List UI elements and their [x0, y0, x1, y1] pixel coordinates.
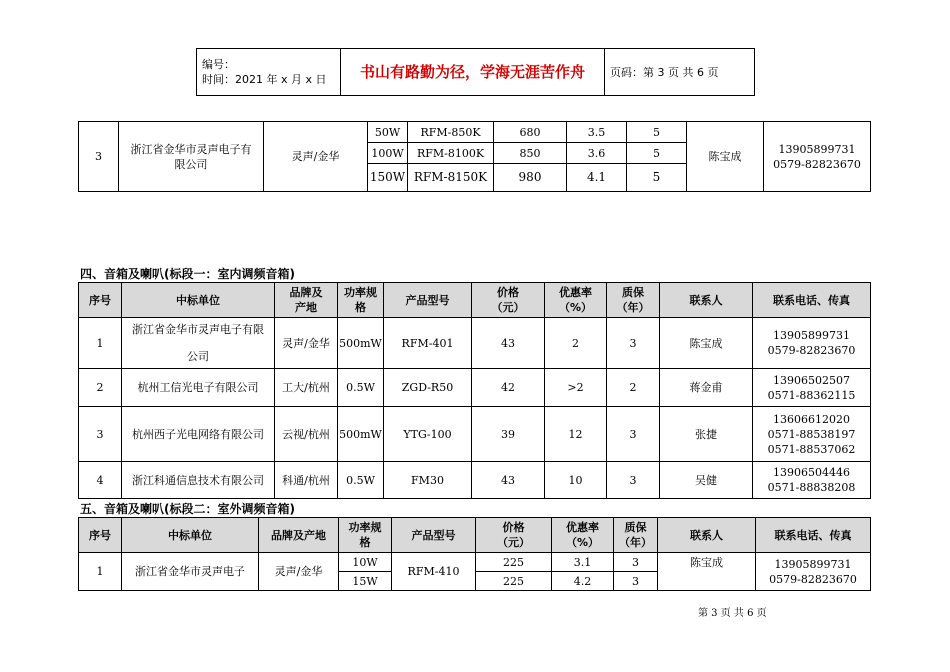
col-header-warranty: 质保 （年） [614, 518, 658, 553]
row-warranty: 5 [627, 122, 687, 143]
cell-seq: 4 [79, 462, 122, 499]
table-row [79, 407, 871, 462]
row-price: 980 [494, 164, 567, 192]
cell-phone: 13905899731 0579-82823670 [753, 318, 871, 369]
cell-phone: 13606612020 0571-88538197 0571-88537062 [753, 407, 871, 462]
row-brand: 灵声/金华 [264, 122, 368, 192]
cell-power: 500mW [338, 407, 384, 462]
cell-brand: 灵声/金华 [275, 318, 338, 369]
cell-price: 43 [472, 318, 545, 369]
cell-unit: 浙江科通信息技术有限公司 [122, 462, 275, 499]
cell-contact: 张捷 [660, 407, 753, 462]
row-contact: 陈宝成 [687, 122, 764, 192]
section4-table [78, 282, 871, 499]
col-header-model: 产品型号 [384, 283, 472, 318]
page-footer: 第 3 页 共 6 页 [698, 608, 767, 619]
row-model: RFM-8150K [408, 164, 494, 192]
cell-brand: 工大/杭州 [275, 369, 338, 407]
row-price: 680 [494, 122, 567, 143]
cell-warranty: 3 [614, 572, 658, 591]
cell-brand: 云视/杭州 [275, 407, 338, 462]
row-warranty: 5 [627, 143, 687, 164]
cell-seq: 3 [79, 407, 122, 462]
cell-discount: >2 [545, 369, 607, 407]
cell-warranty: 3 [614, 553, 658, 572]
row-power: 150W [368, 164, 408, 192]
cell-unit: 杭州工信光电子有限公司 [122, 369, 275, 407]
table-row [79, 369, 871, 407]
cell-seq: 1 [79, 553, 122, 591]
col-header-unit: 中标单位 [122, 518, 259, 553]
cell-brand: 科通/杭州 [275, 462, 338, 499]
cell-model: RFM-401 [384, 318, 472, 369]
cell-unit: 浙江省金华市灵声电子有限 公司 [122, 318, 275, 369]
col-header-price: 价格 （元） [472, 283, 545, 318]
cell-discount: 2 [545, 318, 607, 369]
cell-brand: 灵声/金华 [259, 553, 339, 591]
cell-price: 43 [472, 462, 545, 499]
cell-power: 15W [339, 572, 392, 591]
cell-discount: 4.2 [552, 572, 614, 591]
cell-power: 0.5W [338, 462, 384, 499]
row-discount: 3.5 [567, 122, 627, 143]
cell-model: YTG-100 [384, 407, 472, 462]
cell-unit: 杭州西子光电网络有限公司 [122, 407, 275, 462]
cell-warranty: 3 [607, 407, 660, 462]
cell-price: 39 [472, 407, 545, 462]
cell-seq: 1 [79, 318, 122, 369]
cell-phone: 13906504446 0571-88838208 [753, 462, 871, 499]
col-header-phone: 联系电话、传真 [753, 283, 871, 318]
page-indicator: 页码：第 3 页 共 6 页 [605, 49, 755, 96]
cell-warranty: 3 [607, 462, 660, 499]
header-row [79, 283, 871, 318]
cell-warranty: 3 [607, 318, 660, 369]
col-header-brand: 品牌及产地 [259, 518, 339, 553]
col-header-power: 功率规 格 [339, 518, 392, 553]
cell-phone: 13906502507 0571-88362115 [753, 369, 871, 407]
document-number: 编号： [202, 58, 235, 71]
cell-contact: 陈宝成 [660, 318, 753, 369]
table-row [79, 462, 871, 499]
row-seq: 3 [79, 122, 119, 192]
cell-model: ZGD-R50 [384, 369, 472, 407]
cell-contact: 陈宝成 [658, 553, 756, 591]
row-phone: 13905899731 0579-82823670 [764, 122, 871, 192]
section4-title: 四、音箱及喇叭(标段一：室内调频音箱) [80, 267, 295, 281]
table-row [79, 553, 871, 572]
header-row [79, 518, 871, 553]
page-header [196, 48, 755, 96]
col-header-power: 功率规 格 [338, 283, 384, 318]
table-row [79, 318, 871, 369]
cell-warranty: 2 [607, 369, 660, 407]
cell-discount: 10 [545, 462, 607, 499]
continued-table [78, 121, 871, 192]
cell-discount: 3.1 [552, 553, 614, 572]
cell-phone: 13905899731 0579-82823670 [756, 553, 871, 591]
col-header-contact: 联系人 [658, 518, 756, 553]
row-power: 50W [368, 122, 408, 143]
cell-power: 10W [339, 553, 392, 572]
col-header-brand: 品牌及 产地 [275, 283, 338, 318]
col-header-warranty: 质保 （年） [607, 283, 660, 318]
header-slogan: 书山有路勤为径，学海无涯苦作舟 [341, 49, 605, 96]
col-header-seq: 序号 [79, 518, 122, 553]
col-header-phone: 联系电话、传真 [756, 518, 871, 553]
header-meta [197, 49, 341, 96]
cell-price: 225 [476, 572, 552, 591]
row-power: 100W [368, 143, 408, 164]
cell-contact: 蒋金甫 [660, 369, 753, 407]
cell-discount: 12 [545, 407, 607, 462]
section5-table [78, 517, 871, 591]
row-model: RFM-8100K [408, 143, 494, 164]
cell-power: 0.5W [338, 369, 384, 407]
document-date: 时间：2021 年 x 月 x 日 [202, 73, 327, 86]
cell-model: RFM-410 [392, 553, 476, 591]
col-header-seq: 序号 [79, 283, 122, 318]
section5-title: 五、音箱及喇叭(标段二：室外调频音箱) [80, 502, 295, 516]
row-price: 850 [494, 143, 567, 164]
cell-price: 225 [476, 553, 552, 572]
row-discount: 3.6 [567, 143, 627, 164]
row-discount: 4.1 [567, 164, 627, 192]
row-model: RFM-850K [408, 122, 494, 143]
col-header-model: 产品型号 [392, 518, 476, 553]
row-warranty: 5 [627, 164, 687, 192]
col-header-discount: 优惠率 （%） [552, 518, 614, 553]
table-row [79, 122, 871, 143]
cell-unit: 浙江省金华市灵声电子 [122, 553, 259, 591]
row-unit: 浙江省金华市灵声电子有 限公司 [119, 122, 264, 192]
cell-contact: 吴健 [660, 462, 753, 499]
cell-seq: 2 [79, 369, 122, 407]
col-header-discount: 优惠率 （%） [545, 283, 607, 318]
col-header-unit: 中标单位 [122, 283, 275, 318]
cell-model: FM30 [384, 462, 472, 499]
cell-power: 500mW [338, 318, 384, 369]
col-header-contact: 联系人 [660, 283, 753, 318]
cell-price: 42 [472, 369, 545, 407]
col-header-price: 价格 （元） [476, 518, 552, 553]
